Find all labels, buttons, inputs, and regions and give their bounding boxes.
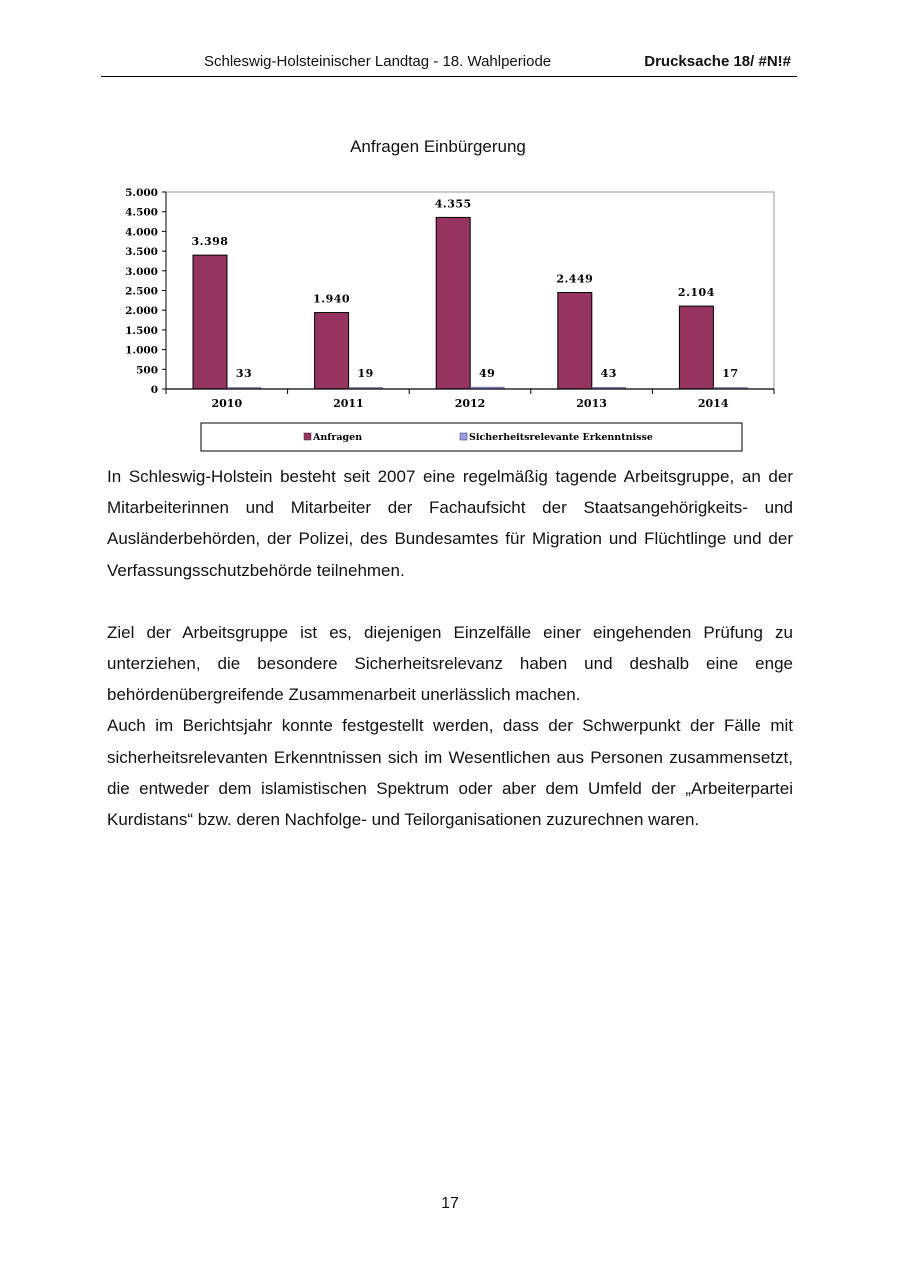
bar-anfragen <box>436 217 470 389</box>
data-label: 2.104 <box>677 286 715 300</box>
bar-anfragen <box>193 255 227 389</box>
data-label: 3.398 <box>191 235 229 249</box>
data-label: 49 <box>479 367 496 380</box>
x-tick-label: 2013 <box>576 397 607 410</box>
y-tick-label: 2.000 <box>125 305 158 318</box>
data-label: 43 <box>600 367 617 380</box>
y-tick-label: 3.000 <box>125 265 158 278</box>
bar-chart <box>108 130 798 460</box>
header-title: Schleswig-Holsteinischer Landtag - 18. Wahlperiode <box>204 53 552 70</box>
document-number: Drucksache 18/ #N!# <box>644 53 791 70</box>
legend-label: Anfragen <box>313 432 363 443</box>
legend-label: Sicherheitsrelevante Erkenntnisse <box>469 432 653 443</box>
bar-anfragen <box>558 293 592 389</box>
data-label: 33 <box>235 367 253 380</box>
paragraph: In Schleswig-Holstein besteht seit 2007 eine regelmäßig tagende Arbeitsgruppe, an der Mitarbeiterinnen und Mitarbeiter der Fachaufsicht der Staatsangehörigkeits- und Ausländerbehörden, der Polizei, des Bundesamtes für Migration und Flüchtlinge und der Verfassungsschutzbehörde teilnehmen. <box>107 467 793 580</box>
page-number: 17 <box>441 1195 459 1212</box>
page-header <box>101 50 797 77</box>
chart-title: Anfragen Einbürgerung <box>350 137 526 156</box>
y-tick-label: 5.000 <box>125 187 158 199</box>
chart-canvas <box>108 130 798 460</box>
body-text <box>107 461 793 835</box>
legend-swatch <box>460 433 467 440</box>
x-tick-label: 2011 <box>333 397 364 410</box>
data-label: 4.355 <box>434 197 472 211</box>
y-tick-label: 4.000 <box>125 226 158 239</box>
data-label: 17 <box>722 367 739 380</box>
y-tick-label: 3.500 <box>125 246 158 259</box>
bar-anfragen <box>315 313 349 389</box>
paragraph: Ziel der Arbeitsgruppe ist es, diejenigen Einzelfälle einer eingehenden Prüfung zu unterziehen, die besondere Sicherheitsrelevanz haben und deshalb eine enge behördenübergreifende Zusammenarbeit unerlässlich machen. <box>107 622 793 705</box>
legend-swatch <box>304 433 311 440</box>
paragraph: Auch im Berichtsjahr konnte festgestellt werden, dass der Schwerpunkt der Fälle mit sicherheitsrelevanten Erkenntnissen sich im Wesentlichen aus Personen zusammensetzt, die entweder dem islamistischen Spektrum oder aber dem Umfeld der „Arbeiterpartei Kurdistans“ bzw. deren Nachfolge- und Teilorganisationen zuzurechnen waren. <box>107 716 793 830</box>
y-tick-label: 4.500 <box>125 206 158 219</box>
x-tick-label: 2010 <box>211 397 243 410</box>
x-tick-label: 2014 <box>697 397 729 410</box>
bar-anfragen <box>679 306 713 389</box>
y-tick-label: 1.000 <box>125 344 158 357</box>
y-tick-label: 500 <box>136 364 158 377</box>
data-label: 1.940 <box>313 292 351 306</box>
data-label: 19 <box>357 367 374 380</box>
y-tick-label: 1.500 <box>125 324 158 337</box>
x-tick-label: 2012 <box>454 397 486 410</box>
y-tick-label: 2.500 <box>125 285 158 298</box>
data-label: 2.449 <box>556 272 594 286</box>
y-tick-label: 0 <box>150 384 158 396</box>
